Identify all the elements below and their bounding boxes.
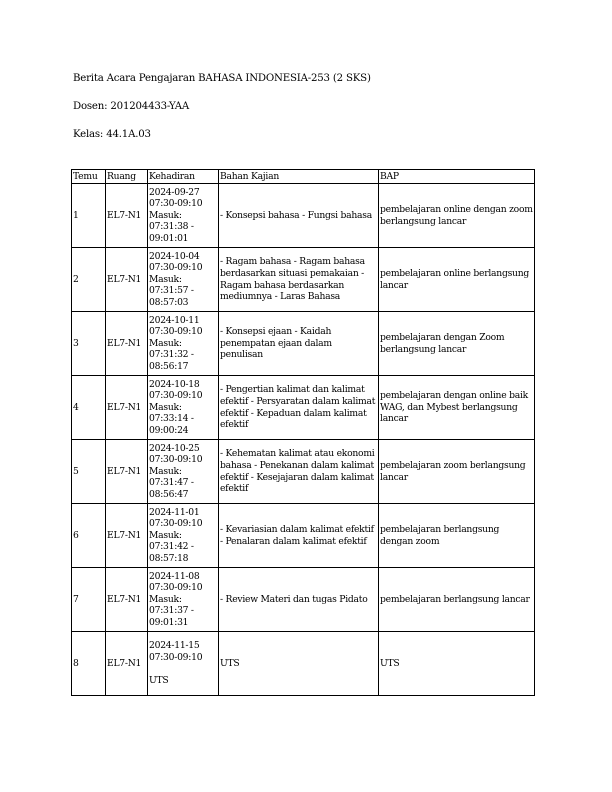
kehadiran-line: Masuk: xyxy=(149,465,182,477)
kehadiran-line: 07:30-09:10 xyxy=(149,651,203,663)
kehadiran-line: 07:30-09:10 xyxy=(149,262,203,274)
column-header-kehadiran: Kehadiran xyxy=(148,170,219,184)
kehadiran-line: 08:56:47 xyxy=(149,488,189,500)
cell-temu: 2 xyxy=(72,248,106,312)
kehadiran-line: 08:56:17 xyxy=(149,360,189,372)
kehadiran-line: 07:31:37 - xyxy=(149,605,194,617)
table-row xyxy=(72,632,535,696)
cell-temu: 8 xyxy=(72,632,106,696)
kehadiran-line: 07:31:42 - xyxy=(149,541,194,553)
cell-bap: pembelajaran berlangsung dengan zoom xyxy=(379,504,535,568)
kehadiran-line: Masuk: xyxy=(149,401,182,413)
kehadiran-line: 2024-10-25 xyxy=(149,442,200,454)
kehadiran-line: 09:01:01 xyxy=(149,232,189,244)
table-header-row xyxy=(72,170,535,184)
column-header-ruang: Ruang xyxy=(106,170,148,184)
column-header-temu: Temu xyxy=(72,170,106,184)
kehadiran-line: 2024-11-08 xyxy=(149,570,200,582)
cell-ruang: EL7-N1 xyxy=(106,248,148,312)
lecturer-line: Dosen: 201204433-YAA xyxy=(73,101,190,112)
cell-ruang: EL7-N1 xyxy=(106,440,148,504)
kehadiran-line: 2024-11-15 xyxy=(149,640,200,652)
table-row xyxy=(72,184,535,248)
kehadiran-line: 2024-10-04 xyxy=(149,250,200,262)
kehadiran-line: Masuk: xyxy=(149,529,182,541)
kehadiran-line: 08:57:18 xyxy=(149,552,189,564)
kehadiran-line: Masuk: xyxy=(149,209,182,221)
kehadiran-line: 07:30-09:10 xyxy=(149,198,203,210)
cell-ruang: EL7-N1 xyxy=(106,312,148,376)
cell-bahan-kajian: UTS xyxy=(219,632,379,696)
kehadiran-line: 07:30-09:10 xyxy=(149,390,203,402)
cell-ruang: EL7-N1 xyxy=(106,184,148,248)
kehadiran-line: 07:31:38 - xyxy=(149,221,194,233)
kehadiran-line: UTS xyxy=(149,675,169,687)
cell-bap: pembelajaran dengan Zoom berlangsung lancar xyxy=(379,312,535,376)
kehadiran-line: 2024-10-18 xyxy=(149,378,200,390)
kehadiran-line: 07:31:57 - xyxy=(149,285,194,297)
kehadiran-line: 09:01:31 xyxy=(149,616,189,628)
kehadiran-line xyxy=(149,664,217,676)
column-header-bahan-kajian: Bahan Kajian xyxy=(219,170,379,184)
cell-temu: 3 xyxy=(72,312,106,376)
kehadiran-line: Masuk: xyxy=(149,593,182,605)
cell-ruang: EL7-N1 xyxy=(106,376,148,440)
table-row xyxy=(72,248,535,312)
cell-bap: UTS xyxy=(379,632,535,696)
cell-temu: 4 xyxy=(72,376,106,440)
cell-bap: pembelajaran dengan online baik WAG, dan Mybest berlangsung lancar xyxy=(379,376,535,440)
cell-temu: 7 xyxy=(72,568,106,632)
cell-bahan-kajian: - Kevariasian dalam kalimat efektif - Penalaran dalam kalimat efektif xyxy=(219,504,379,568)
table-row xyxy=(72,440,535,504)
cell-bahan-kajian: - Ragam bahasa - Ragam bahasa berdasarkan situasi pemakaian - Ragam bahasa berdasarkan mediumnya - Laras Bahasa xyxy=(219,248,379,312)
kehadiran-line: 07:33:14 - xyxy=(149,413,194,425)
cell-temu: 5 xyxy=(72,440,106,504)
kehadiran-line: 07:30-09:10 xyxy=(149,326,203,338)
table-row xyxy=(72,504,535,568)
kehadiran-line: 07:31:32 - xyxy=(149,349,194,361)
kehadiran-line: 07:30-09:10 xyxy=(149,454,203,466)
table-row xyxy=(72,568,535,632)
cell-kehadiran xyxy=(148,440,219,504)
table-row xyxy=(72,312,535,376)
kehadiran-line: 07:30-09:10 xyxy=(149,582,203,594)
cell-bahan-kajian: - Review Materi dan tugas Pidato xyxy=(219,568,379,632)
cell-bahan-kajian: - Konsepsi ejaan - Kaidah penempatan ejaan dalam penulisan xyxy=(219,312,379,376)
kehadiran-line: 07:30-09:10 xyxy=(149,518,203,530)
cell-ruang: EL7-N1 xyxy=(106,568,148,632)
cell-kehadiran xyxy=(148,312,219,376)
cell-kehadiran xyxy=(148,504,219,568)
kehadiran-line: 09:00:24 xyxy=(149,424,189,436)
document-title: Berita Acara Pengajaran BAHASA INDONESIA-253 (2 SKS) xyxy=(73,73,371,84)
cell-bahan-kajian: - Konsepsi bahasa - Fungsi bahasa xyxy=(219,184,379,248)
cell-bahan-kajian: - Kehematan kalimat atau ekonomi bahasa - Penekanan dalam kalimat efektif - Kesejajaran dalam kalimat efektif xyxy=(219,440,379,504)
cell-bahan-kajian: - Pengertian kalimat dan kalimat efektif - Persyaratan dalam kalimat efektif - Kepaduan dalam kalimat efektif xyxy=(219,376,379,440)
cell-bap: pembelajaran online berlangsung lancar xyxy=(379,248,535,312)
table-row xyxy=(72,376,535,440)
cell-kehadiran xyxy=(148,632,219,696)
kehadiran-line: Masuk: xyxy=(149,273,182,285)
kehadiran-line: 2024-10-11 xyxy=(149,314,200,326)
cell-bap: pembelajaran zoom berlangsung lancar xyxy=(379,440,535,504)
cell-kehadiran xyxy=(148,568,219,632)
cell-kehadiran xyxy=(148,376,219,440)
cell-bap: pembelajaran online dengan zoom berlangsung lancar xyxy=(379,184,535,248)
column-header-bap: BAP xyxy=(379,170,535,184)
kehadiran-line: 07:31:47 - xyxy=(149,477,194,489)
attendance-table xyxy=(71,169,535,696)
kehadiran-line: 2024-11-01 xyxy=(149,506,200,518)
cell-temu: 1 xyxy=(72,184,106,248)
cell-temu: 6 xyxy=(72,504,106,568)
kehadiran-line: Masuk: xyxy=(149,337,182,349)
kehadiran-line: 08:57:03 xyxy=(149,296,189,308)
class-line: Kelas: 44.1A.03 xyxy=(73,129,151,140)
cell-bap: pembelajaran berlangsung lancar xyxy=(379,568,535,632)
cell-ruang: EL7-N1 xyxy=(106,632,148,696)
cell-kehadiran xyxy=(148,184,219,248)
kehadiran-line: 2024-09-27 xyxy=(149,186,200,198)
cell-kehadiran xyxy=(148,248,219,312)
cell-ruang: EL7-N1 xyxy=(106,504,148,568)
